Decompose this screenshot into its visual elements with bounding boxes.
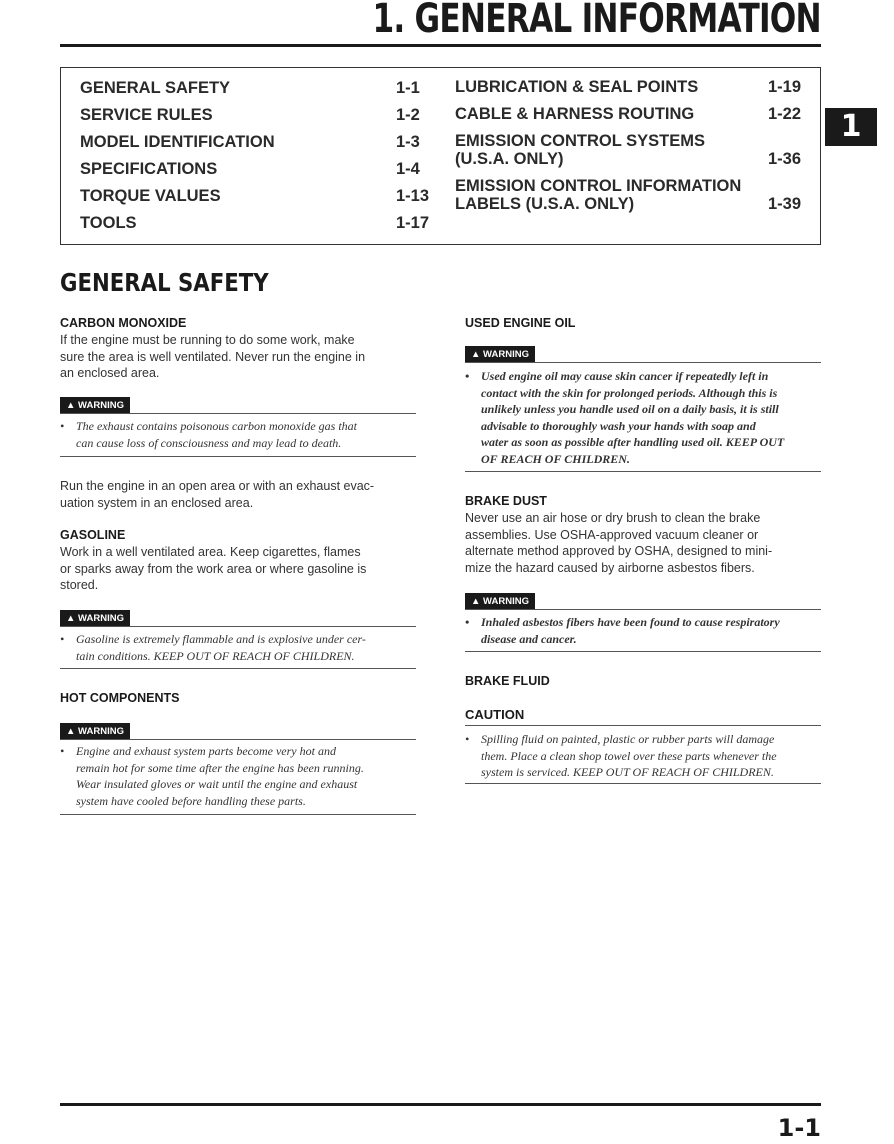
warning-badge: ▲ WARNING bbox=[60, 397, 130, 414]
toc-page: 1-4 bbox=[396, 160, 420, 178]
footer-rule bbox=[60, 1103, 821, 1106]
toc-page: 1-22 bbox=[768, 105, 802, 123]
carbon-monoxide-after-text: Run the engine in an open area or with an exhaust evac- uation system in an enclosed area. bbox=[60, 479, 375, 510]
caution-top-rule bbox=[465, 725, 821, 726]
toc-page: 1-3 bbox=[396, 133, 420, 151]
toc-item[interactable]: SERVICE RULES bbox=[80, 106, 213, 124]
heading-carbon-monoxide: CARBON MONOXIDE bbox=[60, 316, 187, 330]
toc-page: 1-17 bbox=[396, 214, 430, 232]
heading-used-engine-oil: USED ENGINE OIL bbox=[465, 316, 576, 330]
caution-text: • Spilling fluid on painted, plastic or rubber parts will damage them. Place a clean shop towel over these parts whenever the system is serviced. KEEP OUT OF REACH OF CHILDREN. bbox=[465, 732, 777, 779]
warning-bottom-rule bbox=[60, 814, 416, 815]
caution-label: CAUTION bbox=[465, 707, 525, 722]
toc-item[interactable]: (U.S.A. ONLY) bbox=[455, 150, 564, 168]
warning-text: • The exhaust contains poisonous carbon monoxide gas that can cause loss of consciousness and may lead to death. bbox=[60, 419, 357, 450]
toc-page: 1-1 bbox=[396, 79, 420, 97]
warning-top-rule bbox=[60, 626, 416, 627]
warning-text: • Engine and exhaust system parts become very hot and remain hot for some time after the engine has been running. Wear insulated gloves or wait until the engine and exhaust system have cooled before handling these parts. bbox=[60, 744, 364, 808]
warning-badge: ▲ WARNING bbox=[465, 346, 535, 363]
chapter-title: 1. GENERAL INFORMATION bbox=[372, 0, 821, 42]
heading-gasoline: GASOLINE bbox=[60, 528, 126, 542]
toc-item[interactable]: EMISSION CONTROL SYSTEMS bbox=[455, 132, 705, 150]
brake-dust-text: Never use an air hose or dry brush to clean the brake assemblies. Use OSHA-approved vacuum cleaner or alternate method approved by OSHA, designed to mini- mize the hazard caused by airborne asbestos fibers. bbox=[465, 511, 773, 575]
toc-page: 1-36 bbox=[768, 150, 802, 168]
toc-item[interactable]: TOOLS bbox=[80, 214, 137, 232]
warning-badge: ▲ WARNING bbox=[60, 723, 130, 740]
warning-text: • Inhaled asbestos fibers have been found to cause respiratory disease and cancer. bbox=[465, 615, 780, 646]
toc-item[interactable]: GENERAL SAFETY bbox=[80, 79, 231, 97]
warning-top-rule bbox=[60, 739, 416, 740]
warning-text: • Gasoline is extremely flammable and is explosive under cer- tain conditions. KEEP OUT OF REACH OF CHILDREN. bbox=[60, 632, 366, 663]
warning-top-rule bbox=[60, 413, 416, 414]
warning-text: • Used engine oil may cause skin cancer if repeatedly left in contact with the skin for prolonged periods. Although this is unlikely unless you handle used oil on a daily basis, it is still advisable to thoroughly wash your hands with soap and water as soon as possible after handling used oil. KEEP OUT OF REACH OF CHILDREN. bbox=[465, 369, 785, 466]
toc-item[interactable]: CABLE & HARNESS ROUTING bbox=[455, 105, 695, 123]
page-number: 1-1 bbox=[777, 1114, 821, 1142]
toc-item[interactable]: MODEL IDENTIFICATION bbox=[80, 133, 275, 151]
warning-bottom-rule bbox=[60, 668, 416, 669]
warning-badge: ▲ WARNING bbox=[60, 610, 130, 627]
heading-brake-dust: BRAKE DUST bbox=[465, 494, 547, 508]
warning-bottom-rule bbox=[465, 651, 821, 652]
chapter-tab: 1 bbox=[825, 108, 877, 146]
toc-page: 1-13 bbox=[396, 187, 430, 205]
warning-bottom-rule bbox=[465, 471, 821, 472]
caution-bottom-rule bbox=[465, 783, 821, 784]
section-title: GENERAL SAFETY bbox=[60, 268, 269, 297]
toc-item[interactable]: SPECIFICATIONS bbox=[80, 160, 218, 178]
warning-badge: ▲ WARNING bbox=[465, 593, 535, 610]
warning-top-rule bbox=[465, 609, 821, 610]
heading-hot-components: HOT COMPONENTS bbox=[60, 691, 180, 705]
toc-item[interactable]: LABELS (U.S.A. ONLY) bbox=[455, 195, 635, 213]
carbon-monoxide-text: If the engine must be running to do some work, make sure the area is well ventilated. Never run the engine in an enclosed area. bbox=[60, 333, 366, 380]
toc-page: 1-39 bbox=[768, 195, 802, 213]
warning-top-rule bbox=[465, 362, 821, 363]
warning-bottom-rule bbox=[60, 456, 416, 457]
heading-brake-fluid: BRAKE FLUID bbox=[465, 674, 550, 688]
toc-item[interactable]: EMISSION CONTROL INFORMATION bbox=[455, 177, 742, 195]
gasoline-text: Work in a well ventilated area. Keep cigarettes, flames or sparks away from the work area or where gasoline is stored. bbox=[60, 545, 367, 592]
header-rule bbox=[60, 44, 821, 47]
toc-item[interactable]: LUBRICATION & SEAL POINTS bbox=[455, 78, 699, 96]
toc-page: 1-2 bbox=[396, 106, 420, 124]
toc-item[interactable]: TORQUE VALUES bbox=[80, 187, 221, 205]
toc-page: 1-19 bbox=[768, 78, 802, 96]
